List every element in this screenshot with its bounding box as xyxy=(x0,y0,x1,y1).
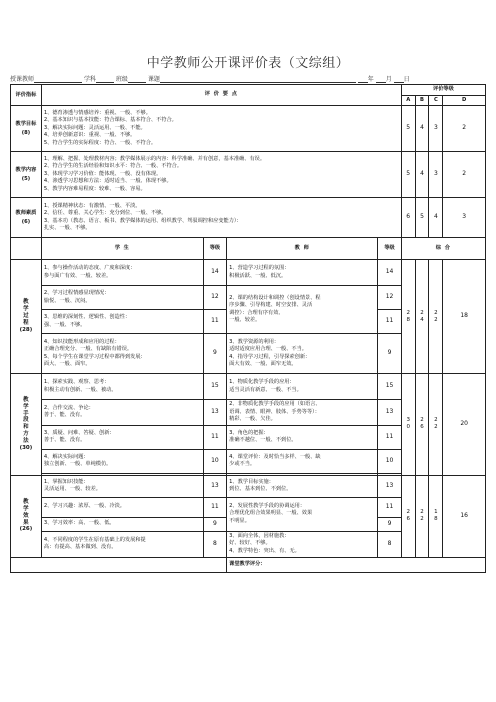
header-grade: 评价等级 xyxy=(401,85,485,96)
effect-teacher-item-2: 2、发展性教学手段的协调运用： 合理优化组合效果明显、一般、效果 不明显。 xyxy=(227,497,378,531)
subject-label: 学科 xyxy=(83,76,96,83)
process-teacher-score-2[interactable]: 12 xyxy=(378,286,401,310)
method-total-a[interactable]: 3 0 xyxy=(401,374,415,476)
grade-col-c: C xyxy=(429,95,443,106)
content-score-a[interactable]: 5 xyxy=(401,152,415,198)
process-row-1 xyxy=(11,260,486,286)
content-points: 1、理解、把握、处理教材内容；教学媒体展示的内容：科学准确、并有创意，基本准确、有误。 2、符合学生的生活经验和知识水平：符合、一般、不符合。 3、体现学习学习价值：能体现、一般、没有体现。 4、渗透学习思想和方法：适时适当、一般、体现不够。 5、教学内容难易程度：较难、一般、容易。 xyxy=(41,152,401,198)
day-field[interactable] xyxy=(394,76,404,83)
process-student-score-3[interactable]: 11 xyxy=(203,310,226,334)
grade-col-a: A xyxy=(401,95,415,106)
method-teacher-item-2: 2、非物质化教学手段的应用（如语言、 语调、表情、眼神、肢体、手势等等）： 精彩、一般、欠佳。 xyxy=(227,400,378,426)
quality-row xyxy=(11,198,486,238)
effect-total-b[interactable]: 2 2 xyxy=(415,475,429,557)
sub-header-grade-2: 等级 xyxy=(378,238,401,260)
method-student-score-1[interactable]: 15 xyxy=(203,374,226,400)
effect-teacher-score-3[interactable]: 9 xyxy=(378,517,401,531)
method-teacher-item-1: 1、物质化教学手段的应用： 适当灵活有新意、一般、不当。 xyxy=(227,374,378,400)
footer-blank xyxy=(11,557,227,572)
year-field[interactable] xyxy=(358,76,368,83)
sub-header-total: 综 合 xyxy=(401,238,485,260)
effect-teacher-score-2[interactable]: 11 xyxy=(378,497,401,517)
effect-row-1 xyxy=(11,475,486,497)
effect-total-c[interactable]: 1 8 xyxy=(429,475,443,557)
sub-header-teacher: 教 师 xyxy=(227,238,378,260)
method-total-c[interactable]: 2 2 xyxy=(429,374,443,476)
effect-student-item-4: 4、不同程度的学生在原有基础上的发展和提 高：有提高、基本做到、没有。 xyxy=(41,531,203,557)
process-student-score-2[interactable]: 12 xyxy=(203,286,226,310)
grade-col-b: B xyxy=(415,95,429,106)
process-total-a[interactable]: 2 8 xyxy=(401,260,415,374)
effect-student-score-2[interactable]: 11 xyxy=(203,497,226,517)
subject-field[interactable] xyxy=(96,76,114,83)
method-teacher-score-1[interactable]: 15 xyxy=(378,374,401,400)
effect-teacher-item-1: 1、教学目标实施： 到位、基本到位、不到位。 xyxy=(227,475,378,497)
method-student-item-1: 1、探索实践、观察、思考： 积极主动有创新、一般、被动。 xyxy=(41,374,203,400)
effect-teacher-items-3-4: 3、面向全体，因材施教： 好、较好、不够。 4、教学特色：突出、有、无。 xyxy=(227,531,378,557)
method-student-item-3: 3、质疑、问难、答疑、创新： 善于、能、没有。 xyxy=(41,425,203,449)
goals-row xyxy=(11,106,486,152)
month-label: 月 xyxy=(385,76,392,83)
process-total-c[interactable]: 2 2 xyxy=(429,260,443,374)
quality-score-a[interactable]: 6 xyxy=(401,198,415,238)
process-total-b[interactable]: 2 4 xyxy=(415,260,429,374)
topic-label: 课题 xyxy=(147,76,160,83)
teacher-label: 授课教师 xyxy=(10,76,35,83)
effect-total-d[interactable]: 16 xyxy=(443,475,486,557)
sub-header-row xyxy=(11,238,486,260)
effect-student-score-3[interactable]: 9 xyxy=(203,517,226,531)
effect-student-score-4[interactable]: 8 xyxy=(203,531,226,557)
process-teacher-item-3: 3、教学资源的利用： 适时适度应用合理、一般、不当。 4、指导学习过程，引导探索创新： 面大有效、一般、面窄无效。 xyxy=(227,334,378,374)
effect-teacher-score-4[interactable]: 8 xyxy=(378,531,401,557)
goals-points: 1、德育渗透与情感培养：重视、一般、不够。 2、基本知识与基本技能：符合课标、基本符合、不符合。 3、解决实际问题：灵活运用、一般、不能。 4、培养创新意识：重视、一般、不够。 5、符合学生的实际程度：符合、一般、不符合。 xyxy=(41,106,401,152)
class-field[interactable] xyxy=(128,76,146,83)
effect-teacher-score-1[interactable]: 13 xyxy=(378,475,401,497)
method-teacher-item-3: 3、角色的把握： 准确不越位、一般、不到位。 xyxy=(227,425,378,449)
process-teacher-score-1[interactable]: 14 xyxy=(378,260,401,286)
content-row xyxy=(11,152,486,198)
goals-score-a[interactable]: 5 xyxy=(401,106,415,152)
process-student-item-4: 4、知识技能形成和应用的过程： 正确合理充分、一般、有缺陷有错误。 5、每个学生在课堂学习过程中都得到发展： 面大、一般、面窄。 xyxy=(41,334,203,374)
year-label: 年 xyxy=(367,76,374,83)
method-student-item-4: 4、解决实际问题： 独立创新、一般、单纯模仿。 xyxy=(41,449,203,473)
method-student-score-2[interactable]: 13 xyxy=(203,400,226,426)
evaluation-table xyxy=(10,84,486,573)
sub-header-blank xyxy=(11,238,42,260)
quality-score-b[interactable]: 5 xyxy=(415,198,429,238)
sub-header-student: 学 生 xyxy=(41,238,203,260)
method-total-d[interactable]: 20 xyxy=(443,374,486,476)
header-indicator: 评价指标 xyxy=(11,85,42,106)
method-total-b[interactable]: 2 6 xyxy=(415,374,429,476)
quality-points: 1、授课精神状态：有激情、一般、平淡。 2、信任、尊重、关心学生：充分到位、一般、不够。 3、基本功（教态、语言、板书、教学媒体的运用、组织教学、驾驭调控和应变能力）： 扎实、一般、不够。 xyxy=(41,198,401,238)
process-student-score-1[interactable]: 14 xyxy=(203,260,226,286)
page-title: 中学教师公开课评价表（文综组） xyxy=(146,56,350,71)
goals-score-d[interactable]: 2 xyxy=(443,106,486,152)
teacher-field[interactable] xyxy=(34,76,82,83)
process-student-item-2: 2、学习过程情感显现情况： 愉悦、一般、沉闷。 xyxy=(41,286,203,310)
method-student-item-2: 2、合作交流、争论： 善于、能、没有。 xyxy=(41,400,203,426)
content-category: 教学内容 (5) xyxy=(11,152,42,198)
method-teacher-score-4[interactable]: 10 xyxy=(378,449,401,473)
goals-score-c[interactable]: 3 xyxy=(429,106,443,152)
process-total-d[interactable]: 18 xyxy=(443,260,486,374)
effect-student-item-3: 3、学习效率：高、一般、低。 xyxy=(41,517,203,531)
content-score-b[interactable]: 4 xyxy=(415,152,429,198)
day-label: 日 xyxy=(403,76,410,83)
footer-row xyxy=(11,557,486,572)
quality-category: 教师素质 (6) xyxy=(11,198,42,238)
effect-student-item-2: 2、学习兴趣：浓厚、一般、冷淡。 xyxy=(41,497,203,517)
content-score-d[interactable]: 2 xyxy=(443,152,486,198)
process-category: 教 学 过 程 (28) xyxy=(11,260,42,374)
method-student-score-4[interactable]: 10 xyxy=(203,449,226,473)
process-teacher-score-3[interactable]: 11 xyxy=(378,310,401,334)
process-student-score-4[interactable]: 9 xyxy=(203,334,226,374)
process-teacher-score-4[interactable]: 9 xyxy=(378,334,401,374)
goals-category: 教学目标 (8) xyxy=(11,106,42,152)
quality-score-d[interactable]: 3 xyxy=(443,198,486,238)
form-meta-line xyxy=(10,74,486,83)
footer-score-label[interactable]: 课堂教学评分： xyxy=(227,557,486,572)
grade-col-d: D xyxy=(443,95,486,106)
process-student-item-1: 1、参与操作活动的态度、广度和深度： 参与面广有效、一般、较差。 xyxy=(41,260,203,286)
month-field[interactable] xyxy=(376,76,386,83)
topic-field[interactable] xyxy=(160,76,356,83)
class-label: 班级 xyxy=(115,76,128,83)
header-points: 评 价 要 点 xyxy=(41,85,401,106)
table-header-row xyxy=(11,85,486,96)
method-category: 教 学 手 段 和 方 法 (30) xyxy=(11,374,42,476)
method-teacher-item-4: 4、课堂评价：及时恰当多样、一般、缺 少或不当。 xyxy=(227,449,378,473)
sub-header-grade-1: 等级 xyxy=(203,238,226,260)
content-score-c[interactable]: 3 xyxy=(429,152,443,198)
process-student-item-3: 3、思维的深刻性、逻辑性、创造性： 强、一般、不够。 xyxy=(41,310,203,334)
method-row-1 xyxy=(11,374,486,400)
method-student-score-3[interactable]: 11 xyxy=(203,425,226,449)
goals-score-b[interactable]: 4 xyxy=(415,106,429,152)
method-teacher-score-2[interactable]: 13 xyxy=(378,400,401,426)
effect-category: 教 学 效 果 (26) xyxy=(11,475,42,557)
effect-total-a[interactable]: 2 6 xyxy=(401,475,415,557)
effect-student-item-1: 1、掌握知识技能： 灵活运用、一般、较差。 xyxy=(41,475,203,497)
method-teacher-score-3[interactable]: 11 xyxy=(378,425,401,449)
process-teacher-item-2: 2、课的结构设计和调控（创设情景、程 序步骤、引导构建、时空安排、灵活 调控）：合理有序有效、 一般、较差。 xyxy=(227,286,378,334)
process-teacher-item-1: 1、营造学习过程的氛围： 积极活跃、一般、低沉。 xyxy=(227,260,378,286)
effect-student-score-1[interactable]: 13 xyxy=(203,475,226,497)
quality-score-c[interactable]: 4 xyxy=(429,198,443,238)
